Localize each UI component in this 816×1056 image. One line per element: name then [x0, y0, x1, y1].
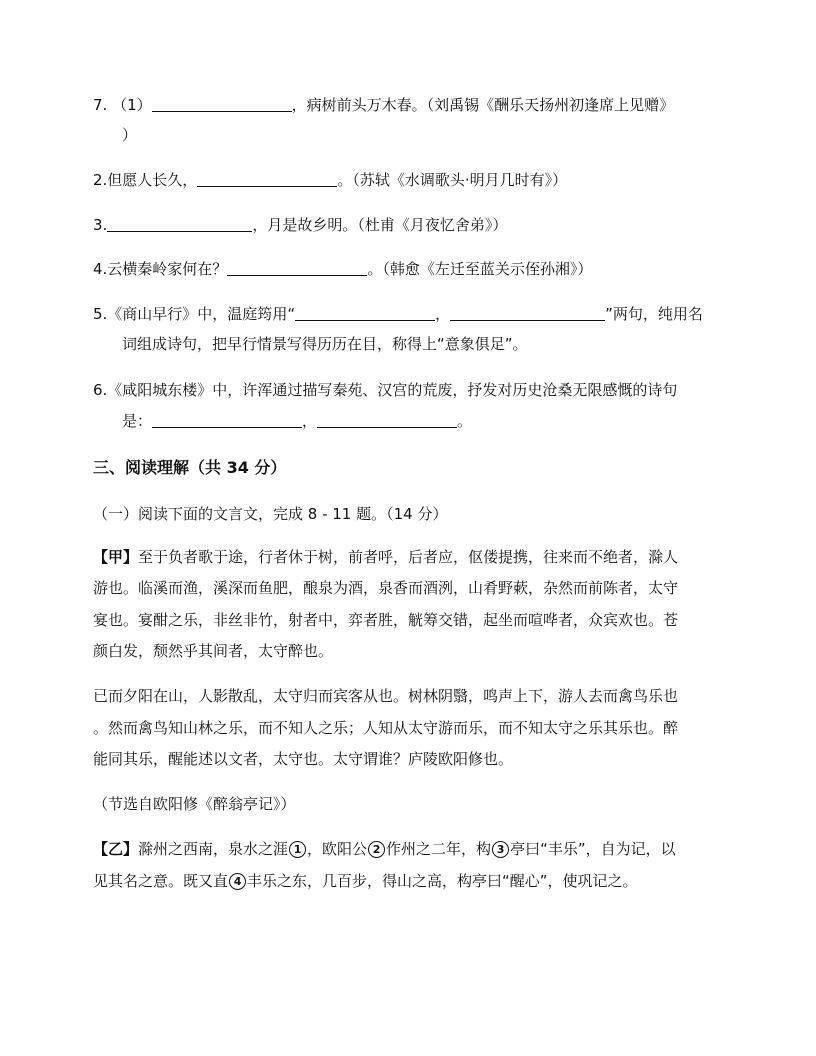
- passage-para2-line-1: 已而夕阳在山，人影散乱，太守归而宾客从也。树林阴翳，鸣声上下，游人去而禽鸟乐也: [93, 687, 679, 705]
- circled-number-3: 3: [492, 841, 509, 858]
- passage-jia-line-2: 游也。临溪而渔，溪深而鱼肥，酿泉为酒，泉香而酒洌，山肴野蔌，杂然而前陈者，太守: [93, 579, 679, 597]
- question-text: ，病树前头万木春。（刘禹锡《酬乐天扬州初逢席上见赠》: [291, 96, 675, 114]
- question-text: 。（苏轼《水调歌头·明月几时有》）: [337, 171, 568, 189]
- passage-text: 作州之二年，构: [386, 840, 492, 858]
- answer-blank[interactable]: [295, 305, 435, 321]
- question-text: ，: [302, 412, 318, 430]
- passage-jia-line-1: [93, 547, 723, 567]
- subsection-instruction: （一）阅读下面的文言文，完成 8 - 11 题。（14 分）: [93, 505, 448, 523]
- question-7-continuation: ）: [122, 126, 138, 144]
- question-2-line: [93, 170, 723, 190]
- passage-para2-line-3: 能同其乐，醒能述以文者，太守也。太守谓谁？庐陵欧阳修也。: [93, 750, 514, 768]
- passage-text: 丰乐之东，几百步，得山之高，构亭曰“醒心”，使巩记之。: [247, 872, 638, 890]
- question-text: 。: [457, 412, 473, 430]
- passage-yi-line-2: [93, 871, 723, 891]
- answer-blank[interactable]: [152, 412, 302, 428]
- question-3-line: [93, 215, 723, 235]
- answer-blank[interactable]: [197, 171, 337, 187]
- answer-blank[interactable]: [317, 412, 457, 428]
- answer-blank[interactable]: [227, 260, 367, 276]
- question-text: 。（韩愈《左迁至蓝关示侄孙湘》）: [367, 260, 593, 278]
- passage-text: ，欧阳公: [307, 840, 368, 858]
- section-heading: 三、阅读理解（共 34 分）: [93, 458, 287, 477]
- answer-blank[interactable]: [450, 305, 605, 321]
- question-7-line: [93, 95, 723, 115]
- circled-number-4: 4: [229, 873, 246, 890]
- passage-jia-line-3: 宴也。宴酣之乐，非丝非竹，射者中，弈者胜，觥筹交错，起坐而喧哗者，众宾欢也。苍: [93, 611, 679, 629]
- question-6-line: 6.《咸阳城东楼》中，许浑通过描写秦苑、汉宫的荒废，抒发对历史沧桑无限感慨的诗句: [93, 381, 678, 399]
- question-5-line: [93, 304, 723, 324]
- passage-text: 至于负者歌于途，行者休于树，前者呼，后者应，伛偻提携，往来而不绝者，滁人: [138, 548, 679, 566]
- question-text: 4.云横秦岭家何在？: [93, 260, 228, 278]
- question-4-line: [93, 259, 723, 279]
- passage-para2-line-2: 。然而禽鸟知山林之乐，而不知人之乐；人知从太守游而乐，而不知太守之乐其乐也。醉: [93, 719, 679, 737]
- circled-number-2: 2: [368, 841, 385, 858]
- question-number: 7. （1）: [93, 96, 152, 114]
- question-text: 2.但愿人长久，: [93, 171, 198, 189]
- answer-blank[interactable]: [107, 216, 252, 232]
- question-text: 是：: [122, 412, 153, 430]
- passage-text: 见其名之意。既又直: [93, 872, 229, 890]
- passage-label: 【乙】: [93, 840, 139, 858]
- passage-jia-line-4: 颜白发，颓然乎其间者，太守醉也。: [93, 642, 334, 660]
- circled-number-1: 1: [289, 841, 306, 858]
- question-text: ”两句，纯用名: [605, 305, 703, 323]
- question-text: 5.《商山早行》中，温庭筠用“: [93, 305, 296, 323]
- passage-text: 亭曰“丰乐”，自为记，以: [510, 840, 676, 858]
- question-number: 3.: [93, 216, 108, 234]
- passage-source: （节选自欧阳修《醉翁亭记》）: [93, 795, 296, 813]
- question-text: ，月是故乡明。（杜甫《月夜忆舍弟》）: [252, 216, 508, 234]
- passage-text: 滁州之西南，泉水之涯: [138, 840, 289, 858]
- passage-yi-line-1: [93, 839, 723, 859]
- question-6-continuation: [122, 411, 752, 431]
- question-text: ，: [435, 305, 451, 323]
- answer-blank[interactable]: [152, 96, 292, 112]
- question-5-continuation: 词组成诗句，把早行情景写得历历在目，称得上“意象俱足”。: [122, 335, 528, 353]
- passage-label: 【甲】: [93, 548, 139, 566]
